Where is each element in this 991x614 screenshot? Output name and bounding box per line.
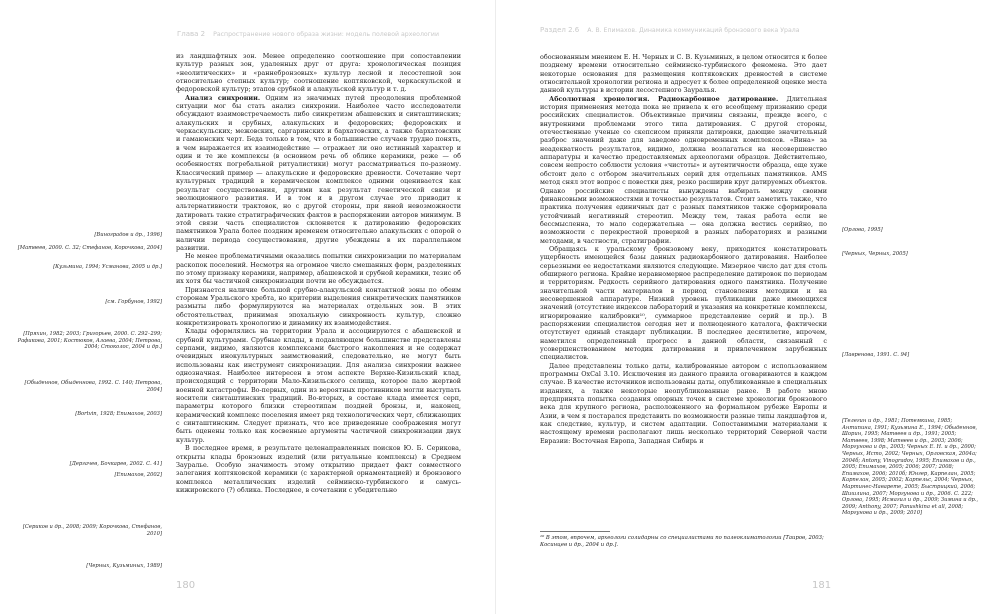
margin-note: [Лавренова, 1991. С. 94] <box>842 352 910 358</box>
body-paragraph: В последнее время, в результате целенаправленных поисков Ю. Б. Сериковa, открыты клады бронзовых изделий (или ритуальные комплексы) в Среднем Зауралье. Особую значимость этому открытию придает факт совместного залегания коптяковской керамики (с характерной орнаментацией) и бронзового комплекса металлических изделий сейминско-турбинского и самусь-кижировского (?) облика. Последнее, в сочетании с убедительно <box>176 444 461 494</box>
body-paragraph: Анализ синхронии. Одним из значимых путей преодоления проблемной ситуации мог бы стать анализ синхронии. Наиболее часто исследователи обсуждают взаимовстречаемость либо синкретизм абашевских и синташтинских; алакульских и срубных, алакульских и федоровских; федоровских и черкаскульских; межовских, саргаринских и бархатовских, а также бархатовских и гамаюнских черт. Беда только в том, что в большинстве случаев трудно понять, в чем выражается их взаимодействие — отражает ли оно истинный характер и один и те же комплексы (в основном речь об облике керамики, реже — об особенностях погребальной ритуалистики) могут рассматриваться по-разному. Классический пример — алакульские и федоровские древности. Сочетание черт культурных традиций в керамическом комплексе одними оценивается как результат сосуществования, другими как результат генетической связи и эволюционного развития. И в том и в другом случае это приводит к альтернативности трактовок, но с другой стороны, при явной невозможности датировать такие стратиграфических фактов в распоряжении авторов минимум. В этой связи часть специалистов склоняется к датированию федоровских памятников Урала более поздним временем относительно алакульских с опорой о наличии периода сосуществования, другие убеждены в их параллельном развитии. <box>176 93 461 252</box>
footnote: ¹⁰ В этом, впрочем, археологи солидарны со специалистами по палеоклиматологии [Таиров, 2003; Косинцев и др., 2004 и др.]. <box>540 535 824 548</box>
left-body-text <box>176 52 461 494</box>
right-running-head-title: А. В. Епимахов. Динамика коммуникаций бронзового века Урала <box>587 27 800 34</box>
section-heading: Анализ синхронии. <box>185 93 261 102</box>
margin-note: [Черных, Кузьминых, 1989] <box>86 563 162 569</box>
left-running-head-title: Распространение нового образа жизни: модель полевой археологии <box>213 31 439 38</box>
margin-note: [Bortvin, 1928; Епимахов, 2003] <box>75 411 162 417</box>
margin-note: [Дергачев, Бочкарев, 2002. С. 41] <box>69 461 162 467</box>
right-running-head-section: Раздел 2.6 <box>540 26 580 34</box>
body-paragraph: Абсолютная хронология. Радиокарбонное датирование. Длительная история применения метода пока не привела к его всеобщему признанию среди российских специалистов. Объективные причины связаны, прежде всего, с внутренними проблемами этого типа датирования. С другой стороны, отечественные ученые со скепсисом приняли датировки, дающие значительный разброс значений даже для заведомо одновременных комплексов. «Вина» за неадекватность результатов, видимо, должна возлагаться на несовершенство аппаратуры и качество предоставляемых археологами образцов. Действительно, совсем непросто соблюсти условия «чистоты» и аутентичности образца, еще хуже обстоит дело с отбором значительных серий для отдельных памятников. AMS метод снял этот вопрос с повестки дня, резко расширив круг датируемых объектов. Однако российские специалисты вынуждены выбирать между своими финансовыми возможностями и точностью результатов. Стоит заметить также, что практика получения единичных дат с разных памятников также сформировала устойчивый негативный стереотип. Между тем, такая работа если не бессмысленна, то мало содержательна — она должна вестись серийно, по возможности с перекрестной проверкой в разных лабораториях и разными методами, в частности, стратиграфии. <box>540 94 827 245</box>
body-paragraph: Признается наличие большой срубно-алакульской контактной зоны по обеим сторонам Уральского хребта, но критерии выделения синкретических памятников размыты либо формулируются на материалах отдельных зон. В этих обстоятельствах, принимая эпохальную синхронность культур, сложно конкретизировать хронологию и динамику их взаимодействия. <box>176 285 461 327</box>
margin-note: [Матвеев, 2000. С. 32; Стефанов, Корочкова, 2004] <box>17 245 162 251</box>
margin-note: [см. Горбунов, 1992] <box>105 299 162 305</box>
body-paragraph: Клады оформлялись на территории Урала и ассоциируются с абашевской и срубной культурами. Срубные клады, в подавляющем большинстве представлены серпами, видимо, являются комплексами быстрого накопления и не содержат очевидных инокультурных заимствований, следовательно, не могут быть использованы как инструмент синхронизации. Для анализа синхронии важнее однозначная. Наиболее интересен в этом аспекте Верхне-Кизильский клад, происходящий с территории Мало-Кизильского селища, которое пало жертвой военной катастрофы. Во-первых, один из вероятных противников могли выступать носители синташтинских традиций. Во-вторых, в составе клада имеется серп, параметры которого близки стереотипам поздней бронзы, и, наконец, керамический комплекс поселения имеет ряд технологических черт, сближающих с синташтинским. Следует признать, что все приведенные соображения могут быть оценены только как косвенные аргументы частичной синхронизации двух культур. <box>176 327 461 444</box>
margin-note: [Обыденнов, Обыденнова, 1992. С. 140; Петрова, 2004] <box>24 380 162 393</box>
margin-note: [Телегин и др., 1981; Потемкина, 1985; Антипина, 1991; Кузьмина Е., 1994; Обыденнов, Шорин, 1995; Матвеев и др., 1991; 2005; Матвеев, 1998; Матвеев и др., 2003; 2006; Моргунова и др., 2003; Черных Е. Н. и др., 2000; Черных, Исто, 2002; Черных, Орловская, 2004а; 2004б; Antony, Vinogradov, 1995; Епимахов и др., 2005; Епимахов, 2005; 2006; 2007; 2008; Епимахов, 2006; 2010б; Юнгер, Карпелан, 2005; Карпелан, 2005; 2002; Карпельс, 2004; Черных, Мартинес-Наварете, 2005; Быстрицкий, 2006; Шишлина, 2007; Моргунова и др., 2006. С. 222; Орлова, 1995; Исмагил и др., 2009; Зимина и др., 2009; Anthony, 2007; Panushkina et all, 2008; Моргунова и др., 2009; 2010] <box>842 418 979 517</box>
page-number: 181 <box>812 580 832 591</box>
margin-note: [Епимахов, 2002] <box>114 472 162 478</box>
body-paragraph: Не менее проблематичными оказались попытки синхронизации по материалам раскопок поселений. Несмотря на огромное число смешанных форм, разделенных по этому признаку керамики, например, абашевской и срубной керамики, тезис об их хотя бы частичной синхронизации почти не обсуждается. <box>176 252 461 286</box>
section-heading: Абсолютная хронология. Радиокарбонное датирование. <box>549 94 779 103</box>
margin-note: [Черных, Черных, 2005] <box>842 251 908 257</box>
margin-note: [Виноградов и др., 1996] <box>94 232 162 238</box>
body-paragraph: Обращаясь к уральскому бронзовому веку, приходится констатировать ущербность имеющейся базы данных радиокарбонного датирования. Наиболее серьезными ее недостатками являются следующие. Мизерное число дат для столь обширного региона. Крайне неравномерное распределение датировок по периодам и территориям. Редкость серийного датирования одного памятника. Получение значительной части материалов в период становления методики и на несовершенной аппаратуре. Низкий уровень публикации даже имеющихся значений (отсутствие индексов лабораторий и указания на конкретные комплексы, игнорирование калибровки¹⁰, суммарное представление серий и пр.). В распоряжении специалистов сегодня нет и полноценного каталога, фактически отсутствует единый стандарт публикации. В последнее десятилетие, впрочем, наметился определенный прогресс в данной области, связанный с усовершенствованием методик датирования и привлечением зарубежных специалистов. <box>540 244 827 362</box>
right-page <box>496 0 991 614</box>
page-number: 180 <box>176 580 196 591</box>
body-paragraph: обоснованным мнением Е. Н. Черных и С. В. Кузьминых, в целом относится к более позднему времени относительно сейминско-турбинского феномена. Это дает некоторые основания для размещения коптяковских древностей в системе относительной хронологии региона и адресует к более определенной оценке места данной культуры в истории лесостепного Зауралья. <box>540 53 827 95</box>
body-paragraph: из ландшафтных зон. Менее определенно соотношение при сопоставлении культур разных зон, удаленных друг от друга: хронологическая позиция «неолитических» и «раннебронзовых» культур лесной и лесостепной зон относительно степных культур; соотношение коптяковской, черкаскульской и федоровской культур; этапов срубной и алакульской культур и т. д. <box>176 52 461 94</box>
right-running-head <box>540 27 799 35</box>
margin-note: [Пряхин, 1982; 2003; Григорьев, 2000. С. 292–299; Рафикова, 2001; Костюков, Алаева, 2004; Петрова, 2004; Стоколос, 2004 и др.] <box>17 331 162 351</box>
margin-note: [Сериков и др., 2008; 2009; Корочкова, Стефанов, 2010] <box>22 524 162 537</box>
margin-note: [Кузьмина, 1994; Усманова, 2005 и др.] <box>53 264 162 270</box>
body-paragraph: Далее представлены только даты, калиброванные автором с использованием программы OxCal 3.10. Исключения из данного правила оговариваются в каждом случае. В качестве источников использованы даты, опубликованные в специальных изданиях, а также некоторые неопубликованные ранее. В работе мною предпринята попытка создания опорных точек в системе хронологии бронзового века для крупного региона, расположенного на формальном рубеже Европы и Азии, в чем я постарался представить по возможности разные типы ландшафтов и, как следствие, культур, и систем адаптации. Сопоставимыми материалами к настоящему времени располагают лишь несколько территорий Северной части Евразии: Восточная Европа, Западная Сибирь и <box>540 361 827 445</box>
right-body-text <box>540 53 827 445</box>
left-running-head <box>177 31 439 39</box>
margin-note: [Орлова, 1995] <box>842 227 883 233</box>
left-running-head-section: Глава 2 <box>177 30 206 38</box>
left-page <box>0 0 495 614</box>
footnote-rule <box>540 531 610 532</box>
